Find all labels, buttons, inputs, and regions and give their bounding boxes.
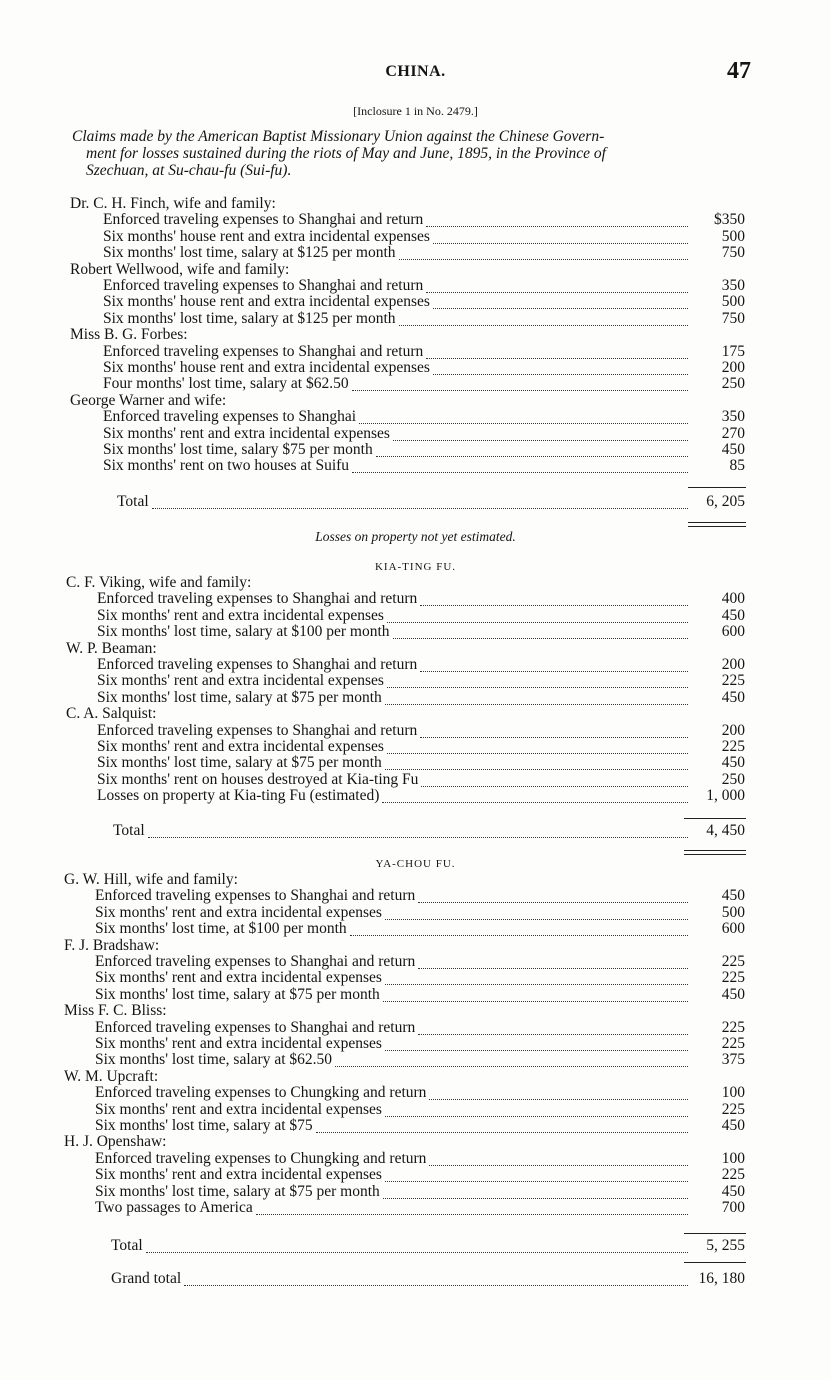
dot-leader (433, 359, 688, 375)
item-label: Six months' house rent and extra incidental expenses (103, 359, 430, 376)
total-label: Total (113, 822, 145, 839)
item-amount: 350 (721, 408, 745, 426)
dot-leader (148, 822, 688, 838)
dot-leader (385, 754, 688, 770)
expense-row (0, 920, 831, 937)
item-label: Enforced traveling expenses to Shanghai and return (95, 953, 416, 970)
expense-row (0, 1101, 831, 1118)
item-amount: 250 (721, 770, 745, 788)
item-amount: 225 (721, 738, 745, 755)
item-label: Six months' rent and extra incidental expenses (97, 672, 384, 690)
item-label: Six months' lost time, salary at $62.50 (95, 1051, 333, 1069)
total-double-rule (684, 850, 746, 851)
dot-leader (350, 920, 688, 936)
page-number: 47 (727, 58, 751, 84)
claimant-row (0, 574, 831, 591)
item-label: Six months' lost time, salary at $75 per month (95, 1182, 380, 1200)
dot-leader (152, 493, 688, 509)
dot-leader (387, 672, 688, 688)
dot-leader (335, 1051, 688, 1067)
item-label: Enforced traveling expenses to Shanghai and return (95, 1018, 416, 1036)
expense-row (0, 1150, 831, 1167)
item-label: Six months' lost time, salary $75 per month (103, 441, 373, 458)
claimant-name: Dr. C. H. Finch, wife and family: (70, 195, 276, 212)
dot-leader (433, 228, 688, 244)
expense-row (0, 623, 831, 640)
item-label: Four months' lost time, salary at $62.50 (103, 375, 349, 393)
dot-leader (399, 244, 688, 260)
expense-row (0, 953, 831, 970)
dot-leader (385, 1035, 688, 1051)
item-amount: 100 (721, 1149, 745, 1167)
claimant-row (0, 1133, 831, 1150)
item-label: Enforced traveling expenses to Shanghai and return (97, 721, 418, 739)
item-label: Enforced traveling expenses to Shanghai and return (103, 211, 424, 229)
claimant-row (0, 261, 831, 278)
expense-row (0, 375, 831, 392)
dot-leader (420, 722, 688, 738)
expense-row (0, 771, 831, 788)
item-label: Six months' lost time, salary at $75 (95, 1117, 313, 1134)
expense-row (0, 1035, 831, 1052)
expense-row (0, 904, 831, 921)
claimant-name: C. A. Salquist: (66, 705, 157, 723)
total-row (0, 493, 831, 510)
expense-row (0, 277, 831, 294)
item-amount: 225 (721, 1100, 745, 1118)
item-amount: 450 (721, 887, 745, 905)
expense-row (0, 1084, 831, 1101)
dot-leader (426, 277, 688, 293)
dot-leader (399, 310, 688, 326)
dot-leader (385, 1166, 688, 1182)
total-value: 4, 450 (706, 822, 745, 839)
expense-row (0, 408, 831, 425)
claimant-row (0, 937, 831, 954)
item-label: Six months' rent and extra incidental expenses (95, 1035, 382, 1052)
claimant-row (0, 392, 831, 409)
dot-leader (256, 1199, 688, 1215)
total-double-rule (688, 526, 746, 527)
claimant-name: G. W. Hill, wife and family: (64, 871, 238, 888)
dot-leader (387, 738, 688, 754)
expense-row (0, 293, 831, 310)
item-amount: 450 (721, 754, 745, 772)
intro-line: Claims made by the American Baptist Missionary Union against the Chinese Govern- (72, 128, 605, 145)
item-label: Six months' lost time, salary at $125 per month (103, 309, 396, 327)
item-label: Six months' rent and extra incidental expenses (97, 606, 384, 624)
expense-row (0, 310, 831, 327)
item-label: Losses on property at Kia-ting Fu (estimated) (97, 787, 380, 805)
item-amount: 100 (721, 1084, 745, 1102)
dot-leader (146, 1237, 688, 1253)
item-label: Six months' house rent and extra incidental expenses (103, 293, 430, 311)
expense-row (0, 887, 831, 904)
item-amount: 225 (721, 969, 745, 987)
section-heading: YA-CHOU FU. (375, 858, 456, 870)
item-amount: 700 (721, 1199, 745, 1216)
item-amount: 200 (721, 359, 745, 376)
dot-leader (385, 969, 688, 985)
expense-row (0, 359, 831, 376)
claimant-row (0, 705, 831, 722)
dot-leader (385, 1101, 688, 1117)
expense-row (0, 656, 831, 673)
section-heading: KIA-TING FU. (374, 561, 457, 573)
item-amount: 450 (721, 688, 745, 706)
inclosure-reference: [Inclosure 1 in No. 2479.] (353, 104, 478, 118)
item-amount: 450 (721, 985, 745, 1003)
dot-leader (418, 953, 688, 969)
item-amount: 225 (721, 1166, 745, 1184)
item-label: Six months' lost time, salary at $100 per month (97, 623, 390, 641)
total-double-rule (684, 854, 746, 855)
item-amount: 450 (721, 606, 745, 624)
item-amount: 450 (721, 1117, 745, 1134)
claimant-name: H. J. Openshaw: (64, 1133, 167, 1151)
item-amount: 375 (721, 1051, 745, 1069)
item-label: Six months' lost time, salary at $75 per month (97, 688, 382, 706)
item-label: Enforced traveling expenses to Shanghai and return (95, 887, 416, 905)
dot-leader (382, 787, 688, 803)
expense-row (0, 457, 831, 474)
item-amount: 1, 000 (706, 787, 745, 805)
dot-leader (429, 1150, 688, 1166)
item-amount: 750 (721, 244, 745, 262)
expense-row (0, 1199, 831, 1216)
item-amount: 200 (721, 721, 745, 739)
item-amount: 225 (721, 672, 745, 690)
item-label: Six months' rent and extra incidental expenses (95, 903, 382, 921)
expense-row (0, 228, 831, 245)
claimant-name: Miss F. C. Bliss: (64, 1002, 167, 1020)
subtotal-rule (684, 1233, 746, 1234)
dot-leader (385, 904, 688, 920)
total-label: Grand total (111, 1270, 182, 1287)
item-label: Enforced traveling expenses to Shanghai and return (103, 342, 424, 360)
intro-line: ment for losses sustained during the riots of May and June, 1895, in the Province of (86, 145, 606, 162)
dot-leader (418, 1019, 688, 1035)
claimant-row (0, 1068, 831, 1085)
dot-leader (393, 425, 688, 441)
claimant-name: F. J. Bradshaw: (64, 936, 160, 954)
dot-leader (426, 343, 688, 359)
item-label: Two passages to America (95, 1199, 253, 1216)
item-amount: 250 (721, 375, 745, 393)
item-amount: 500 (721, 227, 745, 245)
total-value: 6, 205 (706, 493, 745, 510)
dot-leader (184, 1270, 688, 1286)
total-label: Total (111, 1237, 143, 1254)
dot-leader (433, 293, 688, 309)
item-amount: 85 (729, 457, 745, 475)
item-amount: 200 (721, 656, 745, 673)
grand-total-row (0, 1270, 831, 1287)
item-amount: 500 (721, 293, 745, 311)
item-amount: 400 (721, 590, 745, 608)
expense-row (0, 969, 831, 986)
item-label: Enforced traveling expenses to Shanghai (103, 408, 357, 426)
claimant-row (0, 871, 831, 888)
item-label: Enforced traveling expenses to Shanghai and return (97, 590, 418, 608)
expense-row (0, 986, 831, 1003)
item-label: Six months' rent and extra incidental expenses (95, 969, 382, 987)
total-row (0, 822, 831, 839)
expense-row (0, 754, 831, 771)
dot-leader (421, 771, 688, 787)
item-amount: 750 (721, 309, 745, 327)
dot-leader (426, 211, 688, 227)
item-label: Six months' rent on two houses at Suifu (103, 457, 350, 475)
item-amount: 270 (721, 424, 745, 442)
expense-row (0, 722, 831, 739)
claimant-name: George Warner and wife: (70, 391, 227, 409)
item-label: Six months' rent and extra incidental expenses (95, 1166, 382, 1184)
total-value: 5, 255 (706, 1237, 745, 1254)
expense-row (0, 211, 831, 228)
total-double-rule (688, 522, 746, 523)
item-amount: 175 (721, 342, 745, 360)
property-note: Losses on property not yet estimated. (315, 529, 516, 544)
expense-row (0, 672, 831, 689)
item-amount: 350 (721, 277, 745, 294)
item-label: Six months' lost time, salary at $125 per month (103, 244, 396, 262)
expense-row (0, 1019, 831, 1036)
item-label: Six months' house rent and extra incidental expenses (103, 227, 430, 245)
dot-leader (418, 887, 688, 903)
dot-leader (316, 1117, 688, 1133)
item-amount: 500 (721, 903, 745, 921)
item-label: Six months' lost time, at $100 per month (95, 920, 347, 938)
subtotal-rule (684, 818, 746, 819)
item-amount: 225 (721, 1035, 745, 1052)
expense-row (0, 590, 831, 607)
claimant-row (0, 195, 831, 212)
claimant-name: C. F. Viking, wife and family: (66, 574, 252, 591)
item-label: Enforced traveling expenses to Shanghai and return (103, 277, 424, 294)
expense-row (0, 1117, 831, 1134)
expense-row (0, 607, 831, 624)
total-value: 16, 180 (698, 1270, 745, 1287)
claimant-row (0, 1002, 831, 1019)
dot-leader (376, 441, 688, 457)
item-label: Six months' lost time, salary at $75 per month (95, 985, 380, 1003)
item-amount: 600 (721, 623, 745, 641)
dot-leader (383, 1183, 688, 1199)
item-label: Enforced traveling expenses to Chungking and return (95, 1084, 427, 1102)
item-label: Six months' lost time, salary at $75 per month (97, 754, 382, 772)
expense-row (0, 1166, 831, 1183)
subtotal-rule (688, 487, 746, 488)
item-amount: 450 (721, 1182, 745, 1200)
claimant-name: W. P. Beaman: (66, 639, 157, 657)
claimant-name: Robert Wellwood, wife and family: (70, 260, 290, 278)
claimant-row (0, 326, 831, 343)
expense-row (0, 244, 831, 261)
total-rule (684, 1262, 746, 1263)
item-label: Six months' rent and extra incidental expenses (103, 424, 390, 442)
expense-row (0, 425, 831, 442)
expense-row (0, 738, 831, 755)
running-title: CHINA. (385, 63, 446, 80)
item-amount: 225 (721, 1018, 745, 1036)
item-amount: $350 (714, 211, 745, 229)
item-label: Six months' rent on houses destroyed at Kia-ting Fu (97, 770, 419, 788)
intro-paragraph (72, 128, 756, 179)
claimant-row (0, 640, 831, 657)
expense-row (0, 1183, 831, 1200)
expense-row (0, 689, 831, 706)
dot-leader (387, 607, 688, 623)
expense-row (0, 787, 831, 804)
item-amount: 450 (721, 441, 745, 458)
item-amount: 225 (721, 953, 745, 970)
dot-leader (385, 689, 688, 705)
expense-row (0, 343, 831, 360)
dot-leader (359, 408, 688, 424)
dot-leader (420, 590, 688, 606)
dot-leader (352, 375, 688, 391)
dot-leader (420, 656, 688, 672)
expense-row (0, 1051, 831, 1068)
claimant-name: W. M. Upcraft: (64, 1067, 159, 1085)
total-row (0, 1237, 831, 1254)
item-label: Six months' rent and extra incidental expenses (97, 738, 384, 755)
dot-leader (383, 986, 688, 1002)
expense-row (0, 441, 831, 458)
item-label: Six months' rent and extra incidental expenses (95, 1100, 382, 1118)
dot-leader (393, 623, 688, 639)
intro-line: Szechuan, at Su-chau-fu (Sui-fu). (86, 162, 292, 179)
dot-leader (352, 457, 688, 473)
item-label: Enforced traveling expenses to Chungking and return (95, 1149, 427, 1167)
dot-leader (429, 1084, 688, 1100)
item-label: Enforced traveling expenses to Shanghai and return (97, 656, 418, 673)
total-label: Total (117, 493, 149, 510)
claimant-name: Miss B. G. Forbes: (70, 326, 188, 344)
item-amount: 600 (721, 920, 745, 938)
